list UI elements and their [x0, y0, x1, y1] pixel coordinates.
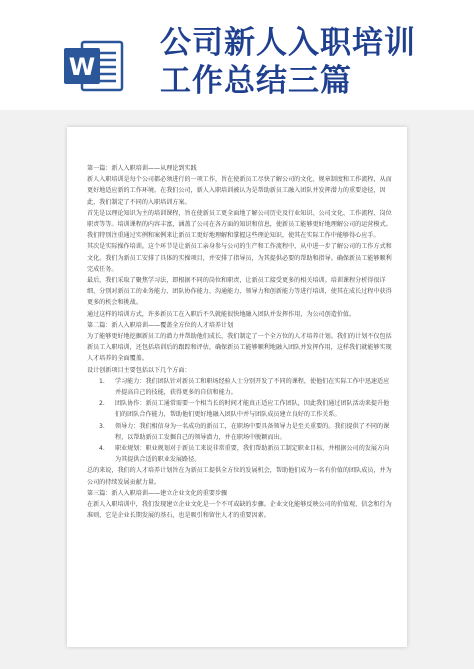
- title-line-1: 公司新人入职培训: [160, 25, 416, 61]
- section3-heading: 第三篇：新人入职培训——建立企业文化的重要步骤: [87, 489, 228, 497]
- word-document-icon: [62, 38, 124, 94]
- section1-paragraph: 通过这样的培训方式，许多新员工在入职后不久就能很快地融入团队并发挥作用，为公司创造价值。: [87, 310, 356, 318]
- document-content: [87, 163, 393, 522]
- list-item-text: 学习能力：我们团队针对新员工和职场经验人士分别开发了不同的课程，使他们在实际工作中迅速适应并提高自己的技能，获得更多的自信和能力。: [115, 377, 390, 397]
- list-item-number: 3.: [99, 422, 105, 430]
- section1-paragraph: 最后，我们采取了聚焦学习法，即根据不同的岗位和职责，让新员工接受更多的相关培训。培训课程分析得很详细，分别对新员工的业务能力、团队协作能力、沟通能力、领导力和创新能力等进行培训，使其在成长过程中获得更多的机会和挑战。: [87, 277, 392, 307]
- section1-paragraph: 其次是实际操作培训。这个环节是让新员工亲身参与公司的生产和工作流程中，从中进一步了解公司的工作方式和文化。我们为新员工安排了具体的实操项目，并安排了指导员，为其提供必要的帮助和指导。确保新员工能够顺利完成任务。: [87, 243, 392, 273]
- list-item: [87, 376, 393, 398]
- list-item: [87, 398, 393, 420]
- section2-paragraph: 设计创新项目主要包括以下几个方面：: [87, 366, 191, 374]
- list-item-number: 2.: [99, 400, 105, 408]
- page-title: [160, 24, 416, 100]
- list-item-text: 团队协作：新员工通常需要一个相当长的时间才能真正适应工作团队，因此我们通过团队活动来提升他们的团队合作能力，帮助他们更好地融入团队中并与团队成员建立良好的工作关系。: [115, 400, 390, 419]
- section1-paragraph: 新人入职培训是每个公司都必须进行的一项工作，旨在使新员工尽快了解公司的文化、规章制度和工作流程，从而更好地适应新的工作环境。在我们公司，新人入职培训被认为是帮助新员工融入团队并发挥潜力的重要途径，因此，我们制定了不同的入职培训方案。: [87, 176, 392, 206]
- section2-heading: 第二篇：新人入职培训——覆盖全方位的人才培养计划: [87, 321, 234, 329]
- list-item: [87, 421, 393, 443]
- list-item-text: 职业规划：职业规划对于新员工来说非常重要，我们帮助新员工制定职业目标，并根据公司的发展方向为其提供合适的职业发展路径。: [115, 445, 390, 464]
- list-item-number: 4.: [99, 445, 105, 453]
- list-item: [87, 443, 393, 465]
- list-item-number: 1.: [99, 377, 105, 385]
- section3-paragraph: 在新人入职培训中，我们发现建立企业文化是一个不可或缺的步骤。企业文化能够反映公司的价值观、信念和行为准则，它是企业长期发展的基石，也是吸引和留住人才的重要因素。: [87, 501, 392, 520]
- section2-paragraph: 总的来说，我们的人才培养计划旨在为新员工提供全方位的发展机会，帮助他们成为一名有价值的团队成员，并为公司的持续发展贡献力量。: [87, 467, 392, 486]
- document-page: [67, 127, 407, 647]
- header: [0, 0, 474, 110]
- section1-heading: 第一篇：新人入职培训——从理论到实践: [87, 165, 197, 172]
- svg-text:W: W: [68, 53, 96, 81]
- title-line-2: 工作总结三篇: [160, 63, 352, 99]
- list-item-text: 领导力：我们相信身为一名成功的新员工，在职场中要具备领导力是至关重要的。我们提供了不同的课程，以帮助新员工发掘自己的领导潜力，并在职场中脱颖而出。: [115, 422, 390, 441]
- section2-paragraph: 为了能够更好地挖掘新员工的潜力并帮助他们成长，我们制定了一个全方位的人才培养计划。我们的计划不仅包括新员工入职培训，还包括培训后的跟踪和评估，确保新员工能够顺利地融入团队并发挥作用，这样我们就能够实现人才培养的全面覆盖。: [87, 333, 392, 363]
- section1-paragraph: 首先是以理论知识为主的培训课程，旨在使新员工更全面地了解公司历史及行业知识、公司文化、工作流程、岗位职责等等。培训课程的内容丰富，涵盖了公司在各方面的知识和信息，使新员工能够更好地理解公司的运营模式。我们特别注重通过实例和案例来让新员工更好地理解和掌握这些理论知识，使其在实际工作中能够得心应手。: [87, 209, 392, 240]
